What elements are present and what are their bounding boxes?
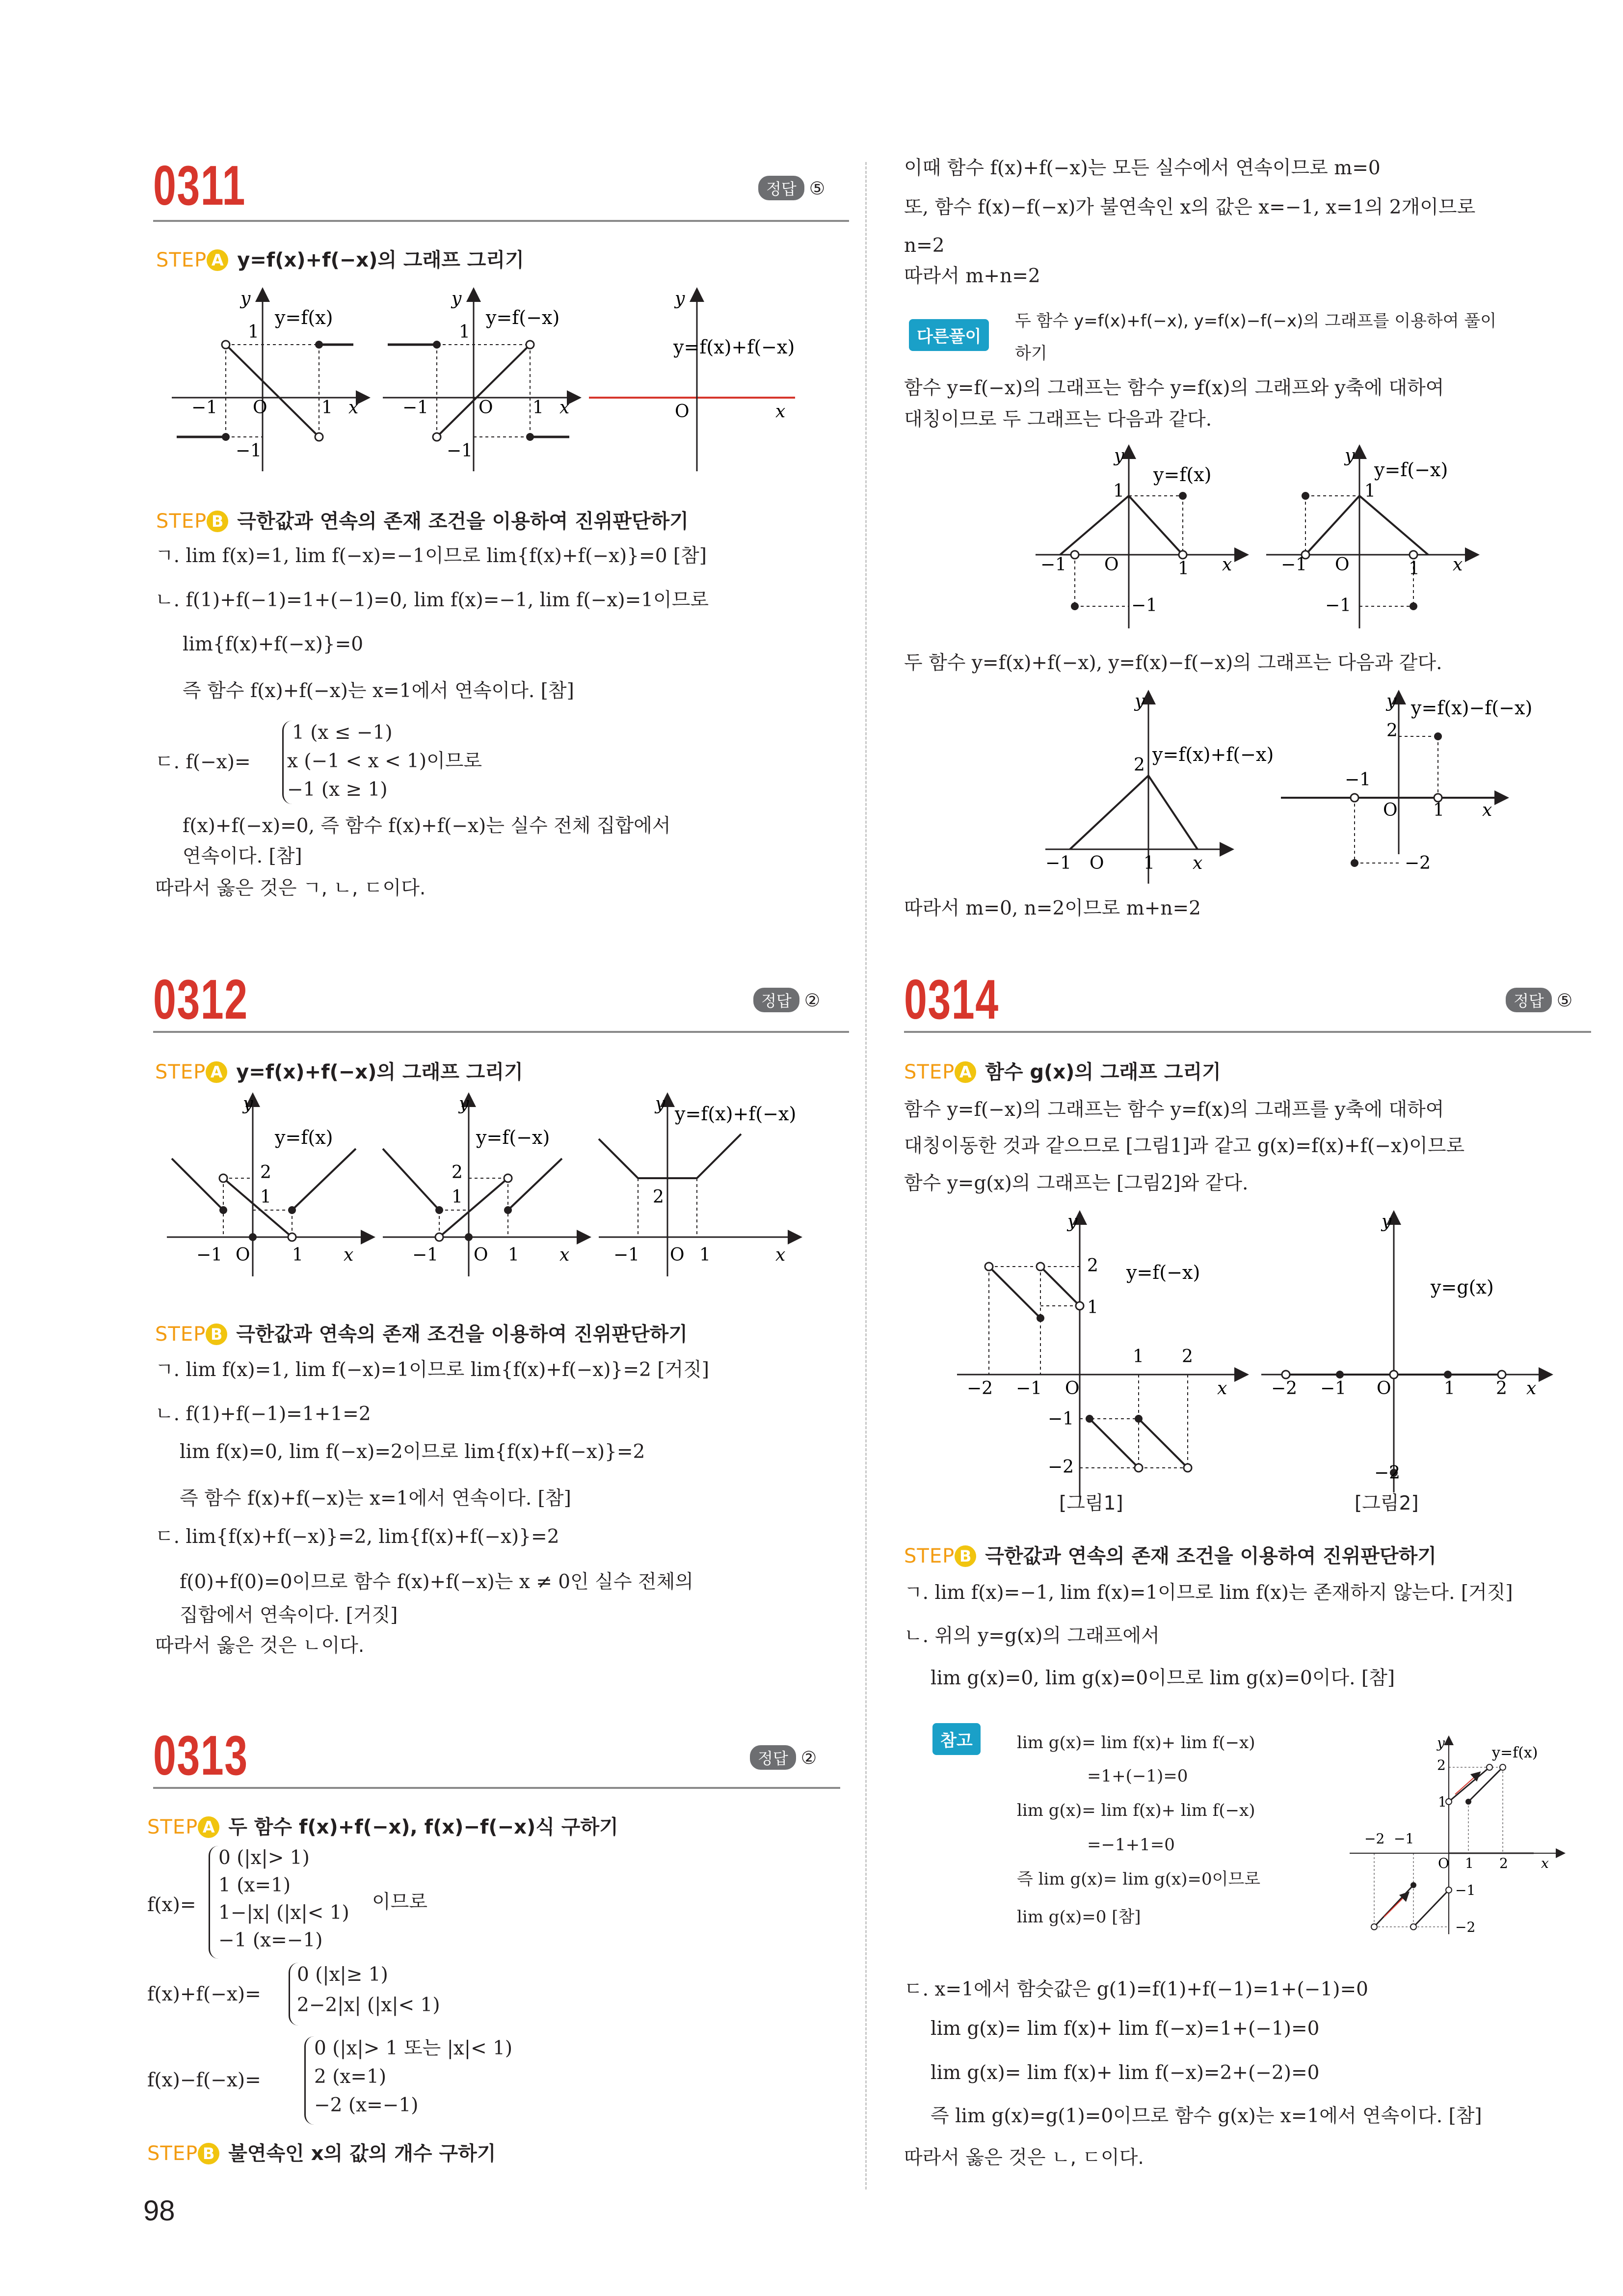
text-line: lim g(x)=0, lim g(x)=0이므로 lim g(x)=0이다. [참] bbox=[931, 1667, 1395, 1689]
svg-text:2: 2 bbox=[452, 1162, 463, 1183]
svg-text:x: x bbox=[1193, 853, 1203, 873]
answer-badge-0313 bbox=[750, 1745, 817, 1770]
svg-text:2: 2 bbox=[1182, 1347, 1193, 1367]
text-line: 함수 y=f(−x)의 그래프는 함수 y=f(x)의 그래프를 y축에 대하여 bbox=[904, 1099, 1444, 1121]
svg-text:−1: −1 bbox=[1345, 770, 1371, 790]
svg-text:1: 1 bbox=[1113, 481, 1124, 501]
graphs-0311 bbox=[167, 285, 844, 481]
text-line: =1+(−1)=0 bbox=[1087, 1766, 1188, 1786]
text-line: 1 (x=1) bbox=[218, 1874, 291, 1896]
svg-text:−2: −2 bbox=[967, 1378, 993, 1399]
problem-number-0312: 0312 bbox=[153, 969, 248, 1031]
step-b-0313: STEP B 불연속인 x의 값의 개수 구하기 bbox=[147, 2142, 496, 2165]
answer-badge-0311 bbox=[758, 176, 825, 200]
svg-text:y=f(x)+f(−x): y=f(x)+f(−x) bbox=[675, 1103, 797, 1125]
alt-solution-tag: 다른풀이 bbox=[909, 319, 989, 351]
svg-text:y: y bbox=[240, 289, 251, 309]
svg-text:y=f(−x): y=f(−x) bbox=[486, 307, 560, 328]
svg-text:y=f(−x): y=f(−x) bbox=[1374, 459, 1448, 481]
svg-text:1: 1 bbox=[532, 398, 544, 418]
text-line: 연속이다. [참] bbox=[183, 845, 302, 867]
svg-text:O: O bbox=[1090, 853, 1104, 873]
svg-text:1: 1 bbox=[1409, 559, 1420, 579]
text-line: −1 (x ≥ 1) bbox=[287, 779, 388, 801]
svg-text:y: y bbox=[655, 1094, 665, 1114]
text-line: 함수 y=f(−x)의 그래프는 함수 y=f(x)의 그래프와 y축에 대하여 bbox=[904, 377, 1444, 399]
svg-text:−2: −2 bbox=[1405, 853, 1431, 873]
graphs-0313-alt-1 bbox=[1031, 442, 1502, 638]
text-line: ㄷ. f(−x)= bbox=[155, 751, 251, 773]
svg-text:O: O bbox=[1377, 1378, 1391, 1399]
svg-text:O: O bbox=[236, 1245, 250, 1265]
svg-text:x: x bbox=[559, 398, 570, 418]
text-line: 1 (x ≤ −1) bbox=[292, 722, 393, 744]
svg-text:y: y bbox=[452, 289, 462, 309]
svg-text:−1: −1 bbox=[191, 398, 218, 418]
problem-number-0314: 0314 bbox=[904, 969, 999, 1031]
svg-text:O: O bbox=[253, 398, 267, 418]
svg-text:−1: −1 bbox=[447, 441, 473, 461]
divider bbox=[904, 1031, 1591, 1033]
text-line: 따라서 m+n=2 bbox=[904, 265, 1040, 287]
text-line: ㄷ. lim{f(x)+f(−x)}=2, lim{f(x)+f(−x)}=2 bbox=[155, 1526, 559, 1548]
svg-text:1: 1 bbox=[459, 322, 470, 342]
figure-caption: [그림1] bbox=[1059, 1492, 1123, 1514]
svg-text:2: 2 bbox=[1134, 755, 1145, 775]
step-a-0312: STEP A y=f(x)+f(−x)의 그래프 그리기 bbox=[155, 1061, 523, 1083]
text-line: lim f(x)=0, lim f(−x)=2이므로 lim{f(x)+f(−x)}=2 bbox=[180, 1441, 645, 1463]
answer-label: 정답 bbox=[753, 988, 799, 1012]
svg-text:x: x bbox=[1482, 800, 1492, 820]
text-line: lim{f(x)+f(−x)}=0 bbox=[183, 633, 364, 655]
step-a-0313: STEP A 두 함수 f(x)+f(−x), f(x)−f(−x)식 구하기 bbox=[147, 1816, 618, 1838]
svg-text:y: y bbox=[1437, 1735, 1445, 1751]
answer-badge-0312 bbox=[753, 988, 820, 1012]
figure-caption: [그림2] bbox=[1355, 1492, 1419, 1514]
svg-text:−1: −1 bbox=[1131, 595, 1158, 616]
svg-text:O: O bbox=[675, 402, 690, 422]
svg-text:O: O bbox=[1065, 1378, 1080, 1399]
svg-text:2: 2 bbox=[1437, 1757, 1446, 1773]
answer-badge-0314 bbox=[1506, 988, 1572, 1012]
svg-text:1: 1 bbox=[1144, 853, 1155, 873]
text-line: 이때 함수 f(x)+f(−x)는 모든 실수에서 연속이므로 m=0 bbox=[904, 157, 1381, 179]
svg-text:−1: −1 bbox=[1048, 1409, 1074, 1429]
svg-text:y=f(x): y=f(x) bbox=[275, 1127, 333, 1148]
svg-text:1: 1 bbox=[1465, 1855, 1474, 1871]
text-line: x (−1 < x < 1)이므로 bbox=[287, 750, 482, 772]
svg-text:−1: −1 bbox=[1040, 555, 1067, 575]
svg-text:2: 2 bbox=[1386, 721, 1398, 741]
svg-text:1: 1 bbox=[248, 322, 259, 342]
text-line: f(x)+f(−x)= bbox=[147, 1983, 261, 2005]
svg-text:−2: −2 bbox=[1364, 1831, 1385, 1847]
text-line: 따라서 옳은 것은 ㄴ, ㄷ이다. bbox=[904, 2147, 1144, 2169]
step-a-0311: STEP A y=f(x)+f(−x)의 그래프 그리기 bbox=[156, 249, 524, 271]
svg-text:2: 2 bbox=[1496, 1378, 1507, 1399]
text-line: ㄱ. lim f(x)=1, lim f(−x)=−1이므로 lim{f(x)+f(−x)}=0 [참] bbox=[155, 545, 707, 567]
svg-text:2: 2 bbox=[1499, 1855, 1508, 1871]
svg-text:2: 2 bbox=[260, 1162, 271, 1183]
step-a-0314: STEP A 함수 g(x)의 그래프 그리기 bbox=[904, 1061, 1221, 1083]
text-line: lim g(x)= lim f(x)+ lim f(−x) bbox=[1017, 1733, 1255, 1753]
svg-text:y: y bbox=[1135, 691, 1145, 711]
text-line: 이므로 bbox=[372, 1891, 428, 1913]
text-line: 0 (|x|≥ 1) bbox=[297, 1964, 388, 1986]
svg-text:x: x bbox=[775, 1245, 786, 1265]
step-b-0311: STEP B 극한값과 연속의 존재 조건을 이용하여 진위판단하기 bbox=[156, 510, 689, 533]
answer-value: ⑤ bbox=[1556, 991, 1573, 1011]
svg-text:−2: −2 bbox=[1271, 1378, 1298, 1399]
text-line: =−1+1=0 bbox=[1087, 1835, 1175, 1855]
svg-text:O: O bbox=[479, 398, 493, 418]
text-line: 두 함수 y=f(x)+f(−x), y=f(x)−f(−x)의 그래프는 다음과 같다. bbox=[904, 652, 1442, 674]
svg-text:1: 1 bbox=[321, 398, 333, 418]
graphs-0312 bbox=[162, 1090, 849, 1286]
svg-text:O: O bbox=[474, 1245, 488, 1265]
column-separator bbox=[865, 162, 868, 2189]
text-line: ㄴ. 위의 y=g(x)의 그래프에서 bbox=[904, 1625, 1160, 1647]
text-line: 0 (|x|> 1 또는 |x|< 1) bbox=[314, 2037, 513, 2059]
svg-text:−1: −1 bbox=[196, 1245, 223, 1265]
svg-text:−1: −1 bbox=[402, 398, 429, 418]
svg-text:y: y bbox=[675, 289, 685, 309]
text-line: 따라서 옳은 것은 ㄱ, ㄴ, ㄷ이다. bbox=[155, 877, 426, 899]
svg-text:1: 1 bbox=[260, 1187, 271, 1207]
svg-text:1: 1 bbox=[1178, 559, 1189, 579]
svg-text:O: O bbox=[1335, 555, 1350, 575]
svg-text:−1: −1 bbox=[236, 441, 262, 461]
text-line: 따라서 옳은 것은 ㄴ이다. bbox=[155, 1635, 365, 1657]
svg-text:−1: −1 bbox=[1455, 1882, 1476, 1898]
text-line: −2 (x=−1) bbox=[314, 2094, 419, 2116]
text-line: 2 (x=1) bbox=[314, 2066, 387, 2088]
svg-text:y=f(x)+f(−x): y=f(x)+f(−x) bbox=[673, 336, 795, 358]
svg-text:−1: −1 bbox=[412, 1245, 439, 1265]
svg-text:y: y bbox=[1386, 691, 1397, 711]
text-line: 0 (|x|> 1) bbox=[218, 1847, 310, 1869]
text-line: f(x)= bbox=[147, 1894, 196, 1916]
text-line: 집합에서 연속이다. [거짓] bbox=[180, 1604, 398, 1626]
svg-text:y: y bbox=[459, 1094, 469, 1114]
text-line: 두 함수 y=f(x)+f(−x), y=f(x)−f(−x)의 그래프를 이용하여 풀이 bbox=[1015, 311, 1497, 331]
text-line: 대칭이므로 두 그래프는 다음과 같다. bbox=[904, 408, 1212, 431]
problem-number-0311: 0311 bbox=[153, 155, 246, 217]
svg-text:y=f(x): y=f(x) bbox=[1492, 1744, 1538, 1761]
text-line: 즉 함수 f(x)+f(−x)는 x=1에서 연속이다. [참] bbox=[183, 680, 574, 702]
svg-text:y=f(−x): y=f(−x) bbox=[1126, 1262, 1200, 1283]
svg-text:y=f(x): y=f(x) bbox=[275, 307, 333, 328]
text-line: lim g(x)= lim f(x)+ lim f(−x)=2+(−2)=0 bbox=[931, 2062, 1320, 2084]
svg-text:1: 1 bbox=[699, 1245, 711, 1265]
svg-text:x: x bbox=[1217, 1378, 1227, 1399]
svg-text:2: 2 bbox=[653, 1187, 664, 1207]
svg-text:O: O bbox=[1438, 1855, 1449, 1871]
svg-text:−1: −1 bbox=[1325, 595, 1352, 616]
svg-text:y: y bbox=[1345, 446, 1355, 466]
text-line: lim g(x)=0 [참] bbox=[1017, 1907, 1141, 1927]
svg-text:y=f(x)−f(−x): y=f(x)−f(−x) bbox=[1411, 697, 1533, 719]
text-line: ㄴ. f(1)+f(−1)=1+(−1)=0, lim f(x)=−1, lim f(−x)=1이므로 bbox=[155, 589, 709, 611]
svg-text:y: y bbox=[243, 1094, 253, 1114]
svg-text:−1: −1 bbox=[1281, 555, 1307, 575]
text-line: 하기 bbox=[1015, 344, 1047, 363]
svg-text:y: y bbox=[1382, 1212, 1392, 1232]
step-b-0312: STEP B 극한값과 연속의 존재 조건을 이용하여 진위판단하기 bbox=[155, 1323, 688, 1346]
text-line: lim g(x)= lim f(x)+ lim f(−x)=1+(−1)=0 bbox=[931, 2018, 1320, 2040]
svg-text:−2: −2 bbox=[1455, 1919, 1476, 1935]
problem-number-0313: 0313 bbox=[153, 1725, 248, 1787]
answer-label: 정답 bbox=[750, 1745, 796, 1770]
svg-text:−1: −1 bbox=[1016, 1378, 1042, 1399]
svg-text:−1: −1 bbox=[1394, 1831, 1414, 1847]
svg-text:1: 1 bbox=[452, 1187, 463, 1207]
divider bbox=[153, 1787, 840, 1789]
reference-tag: 참고 bbox=[932, 1723, 981, 1755]
svg-text:y=g(x): y=g(x) bbox=[1431, 1276, 1494, 1298]
svg-text:x: x bbox=[348, 398, 359, 418]
svg-text:−2: −2 bbox=[1374, 1463, 1401, 1483]
svg-text:y: y bbox=[1114, 446, 1124, 466]
svg-text:2: 2 bbox=[1087, 1256, 1098, 1276]
divider bbox=[153, 1031, 849, 1033]
svg-text:O: O bbox=[670, 1245, 685, 1265]
text-line: 즉 lim g(x)=g(1)=0이므로 함수 g(x)는 x=1에서 연속이다. [참] bbox=[931, 2105, 1482, 2127]
svg-text:1: 1 bbox=[1438, 1794, 1447, 1810]
svg-text:y: y bbox=[1067, 1212, 1078, 1232]
svg-text:y=f(x)+f(−x): y=f(x)+f(−x) bbox=[1152, 744, 1274, 765]
text-line: 대칭이동한 것과 같으므로 [그림1]과 같고 g(x)=f(x)+f(−x)이므로 bbox=[904, 1135, 1465, 1157]
text-line: 또, 함수 f(x)−f(−x)가 불연속인 x의 값은 x=−1, x=1의 2개이므로 bbox=[904, 196, 1476, 218]
reference-graph bbox=[1345, 1733, 1575, 1939]
svg-text:−1: −1 bbox=[1045, 853, 1072, 873]
svg-text:x: x bbox=[344, 1245, 354, 1265]
text-line: f(0)+f(0)=0이므로 함수 f(x)+f(−x)는 x ≠ 0인 실수 전체의 bbox=[180, 1571, 693, 1593]
svg-text:1: 1 bbox=[1433, 800, 1444, 820]
svg-text:x: x bbox=[1541, 1855, 1549, 1871]
divider bbox=[153, 220, 849, 222]
text-line: 즉 함수 f(x)+f(−x)는 x=1에서 연속이다. [참] bbox=[180, 1487, 571, 1510]
answer-value: ② bbox=[800, 1748, 817, 1768]
text-line: 1−|x| (|x|< 1) bbox=[218, 1902, 349, 1924]
svg-text:y=f(x): y=f(x) bbox=[1153, 464, 1212, 486]
svg-text:x: x bbox=[1222, 555, 1232, 575]
text-line: 따라서 m=0, n=2이므로 m+n=2 bbox=[904, 897, 1201, 919]
answer-value: ⑤ bbox=[809, 179, 825, 199]
svg-text:1: 1 bbox=[1087, 1297, 1098, 1318]
step-b-0314: STEP B 극한값과 연속의 존재 조건을 이용하여 진위판단하기 bbox=[904, 1545, 1437, 1567]
svg-text:x: x bbox=[775, 402, 786, 422]
svg-text:−1: −1 bbox=[1320, 1378, 1347, 1399]
svg-text:O: O bbox=[1104, 555, 1119, 575]
text-line: ㄴ. f(1)+f(−1)=1+1=2 bbox=[155, 1403, 371, 1425]
text-line: ㄱ. lim f(x)=−1, lim f(x)=1이므로 lim f(x)는 존재하지 않는다. [거짓] bbox=[904, 1582, 1513, 1604]
svg-text:y=f(−x): y=f(−x) bbox=[476, 1127, 550, 1148]
page-number: 98 bbox=[143, 2195, 175, 2227]
answer-value: ② bbox=[804, 991, 821, 1011]
svg-text:1: 1 bbox=[508, 1245, 519, 1265]
svg-text:1: 1 bbox=[1444, 1378, 1455, 1399]
text-line: n=2 bbox=[904, 235, 945, 257]
svg-text:1: 1 bbox=[1133, 1347, 1144, 1367]
graphs-0314 bbox=[947, 1208, 1566, 1532]
svg-text:1: 1 bbox=[1364, 481, 1376, 501]
text-line: ㄷ. x=1에서 함숫값은 g(1)=f(1)+f(−1)=1+(−1)=0 bbox=[904, 1978, 1368, 2000]
text-line: 즉 lim g(x)= lim g(x)=0이므로 bbox=[1017, 1869, 1261, 1889]
text-line: f(x)+f(−x)=0, 즉 함수 f(x)+f(−x)는 실수 전체 집합에서 bbox=[183, 815, 671, 837]
text-line: −1 (x=−1) bbox=[218, 1929, 323, 1951]
svg-text:−1: −1 bbox=[613, 1245, 640, 1265]
answer-label: 정답 bbox=[1506, 988, 1552, 1012]
svg-text:1: 1 bbox=[292, 1245, 303, 1265]
text-line: lim g(x)= lim f(x)+ lim f(−x) bbox=[1017, 1801, 1255, 1820]
svg-text:O: O bbox=[1383, 800, 1398, 820]
graphs-0313-alt-2 bbox=[1031, 687, 1551, 893]
text-line: 2−2|x| (|x|< 1) bbox=[297, 1994, 440, 2016]
svg-text:x: x bbox=[1453, 555, 1463, 575]
svg-text:x: x bbox=[559, 1245, 570, 1265]
text-line: ㄱ. lim f(x)=1, lim f(−x)=1이므로 lim{f(x)+f(−x)}=2 [거짓] bbox=[155, 1359, 710, 1381]
text-line: 함수 y=g(x)의 그래프는 [그림2]와 같다. bbox=[904, 1172, 1249, 1194]
answer-label: 정답 bbox=[758, 176, 804, 200]
text-line: f(x)−f(−x)= bbox=[147, 2069, 261, 2091]
svg-text:−2: −2 bbox=[1048, 1457, 1074, 1477]
svg-text:x: x bbox=[1526, 1378, 1537, 1399]
